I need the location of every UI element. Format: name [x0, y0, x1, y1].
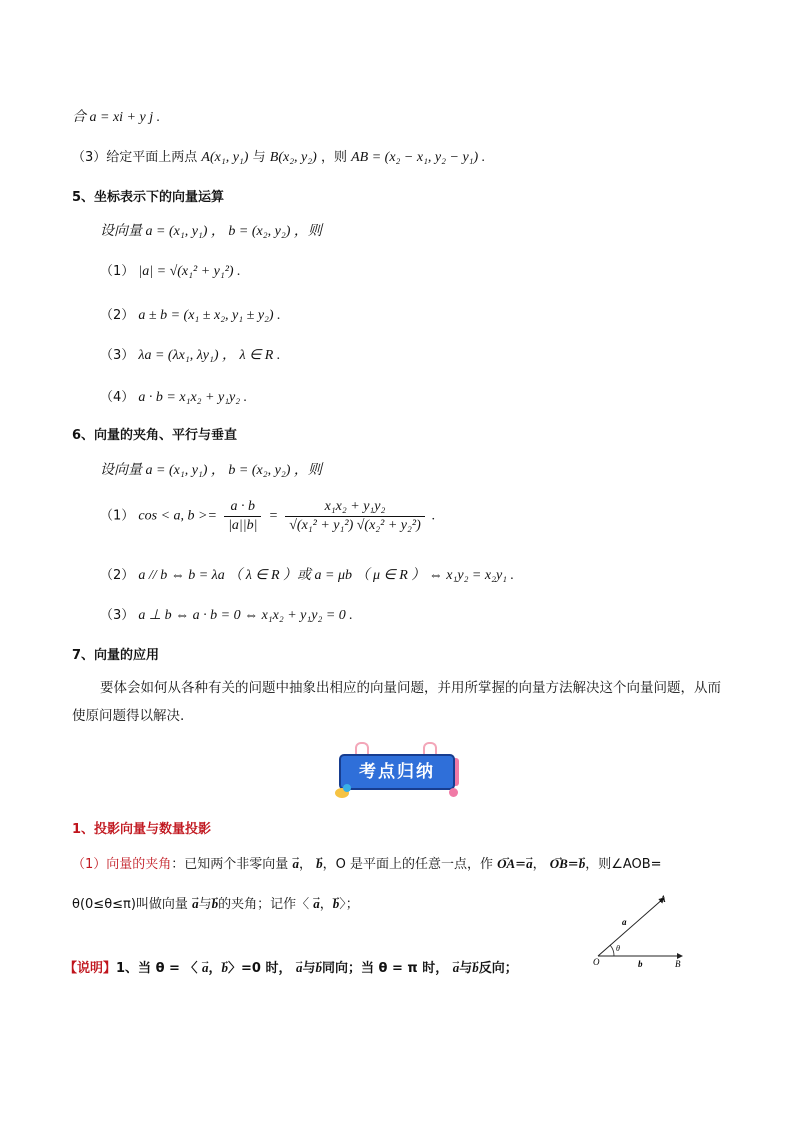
ray-oa: [598, 898, 664, 956]
vector-a: → a: [296, 960, 303, 975]
item-number: （1）: [100, 508, 135, 524]
vector-b: → b: [212, 896, 219, 911]
text: ，O 是平面上的任意一点，作: [322, 857, 493, 872]
item-5-4: [100, 388, 247, 408]
item-5-1: [100, 262, 241, 282]
label-a: a: [622, 917, 627, 927]
text: ，: [208, 961, 222, 976]
text: 与: [459, 961, 473, 976]
setup-5: 设向量 a = (x₁, y₁) ， b = (x₂, y₂) ，则: [100, 224, 322, 239]
section-title: 1、投影向量与数量投影: [72, 822, 212, 837]
item-number: （4）: [100, 390, 135, 405]
equals: =: [268, 508, 279, 524]
text: ，: [532, 857, 546, 872]
vector-ob: → OB: [550, 856, 568, 871]
text: θ(0≤θ≤π)叫做向量: [72, 897, 188, 912]
item-5-3: [100, 346, 280, 366]
cos-expression: cos < a, b >=: [138, 508, 217, 524]
text: 与: [252, 150, 266, 165]
heading-5: 5、坐标表示下的向量运算: [72, 190, 225, 205]
heading-6: 6、向量的夹角、平行与垂直: [72, 428, 238, 443]
formula-line-2: [72, 148, 485, 168]
text: 的夹角；记作〈: [218, 897, 310, 912]
item-6-1: [100, 498, 435, 535]
formula: a ± b = (x₁ ± x₂, y₁ ± y₂) .: [138, 308, 281, 323]
angle-diagram: [588, 890, 698, 970]
text: （3）给定平面上两点: [72, 150, 198, 165]
badge-decor-dot: [343, 784, 351, 792]
label-B: B: [675, 959, 681, 969]
setup-6: 设向量 a = (x₁, y₁) ， b = (x₂, y₂) ，则: [100, 463, 322, 478]
text: 与: [302, 961, 316, 976]
text: =: [515, 857, 527, 872]
vector-a: → a: [453, 960, 460, 975]
text: 反向；: [478, 961, 518, 976]
formula: a // b ⇔ b = λa （ λ ∈ R ）或 a = μb （ μ ∈ R ） ⇔ x₁y₂ = x₂y₁ .: [138, 568, 515, 583]
paragraph-7: 要体会如何从各种有关的问题中抽象出相应的向量问题，并用所掌握的向量方法解决这个向量问题，从而使原问题得以解决.: [72, 680, 721, 724]
text: 同向；当 θ = π 时，: [322, 961, 449, 976]
item-number: （3）: [100, 348, 135, 363]
formula: λa = (λx₁, λy₁) ， λ ∈ R .: [138, 348, 281, 363]
text: 1、当 θ = 〈: [116, 961, 198, 976]
vector-b: → b: [333, 896, 340, 911]
definition-label: （1）向量的夹角: [72, 857, 172, 872]
text: ，: [298, 857, 312, 872]
angle-arc: [610, 945, 614, 956]
vector-b: → b: [222, 960, 229, 975]
text: =: [567, 857, 579, 872]
fraction-1: [224, 498, 261, 535]
vector-a: → a: [313, 896, 320, 911]
item-5-2: [100, 306, 281, 326]
heading-7: 7、向量的应用: [72, 648, 160, 663]
item-number: （3）: [100, 608, 135, 623]
vector-ab-formula: AB = (x₂ − x₁, y₂ − y₁) .: [351, 150, 486, 165]
item-6-3: [100, 606, 353, 626]
vector-b: → b: [472, 960, 479, 975]
fraction-2: [285, 498, 425, 535]
period: .: [431, 508, 436, 524]
vector-a: → a: [526, 856, 533, 871]
badge-label: 考点归纳: [339, 754, 455, 790]
vector-a: → a: [192, 896, 199, 911]
numerator: x₁x₂ + y₁y₂: [285, 498, 425, 517]
text: ，则∠AOB=: [585, 857, 662, 872]
vector-b: → b: [316, 960, 323, 975]
label-A: A: [660, 894, 666, 904]
formula-line-1: 合 a = xi + y j .: [72, 110, 161, 125]
vector-b: → b: [316, 856, 323, 871]
item-number: （1）: [100, 264, 135, 279]
vector-a: → a: [202, 960, 209, 975]
vector-a: → a: [292, 856, 299, 871]
point-b: B(x₂, y₂): [269, 150, 317, 165]
denominator: √(x₁² + y₁²) √(x₂² + y₂²): [289, 518, 421, 533]
badge-decor-dot: [449, 788, 458, 797]
text: 〉=0 时，: [228, 961, 292, 976]
numerator: a · b: [224, 498, 261, 517]
formula: a · b = x₁x₂ + y₁y₂ .: [138, 390, 248, 405]
definition-line-2: [72, 892, 359, 917]
text: ：已知两个非零向量: [171, 857, 289, 872]
point-a: A(x₁, y₁): [201, 150, 249, 165]
formula: a ⊥ b ⇔ a · b = 0 ⇔ x₁x₂ + y₁y₂ = 0 .: [138, 608, 353, 623]
denominator: |a||b|: [228, 518, 258, 533]
text: ，: [319, 897, 333, 912]
item-number: （2）: [100, 308, 135, 323]
label-O: O: [593, 957, 600, 967]
label-theta: θ: [616, 944, 620, 953]
formula: |a| = √(x₁² + y₁²) .: [138, 264, 241, 279]
definition-line-1: [72, 852, 662, 877]
vector-b: → b: [579, 856, 586, 871]
text: 〉；: [339, 897, 359, 912]
text: 与: [198, 897, 212, 912]
vector-oa: → OA: [497, 856, 515, 871]
note-label: 【说明】: [64, 961, 117, 976]
item-number: （2）: [100, 568, 135, 583]
label-b: b: [638, 959, 643, 969]
badge-kaodian-guina: [333, 740, 463, 804]
item-6-2: [100, 566, 514, 586]
text: ，则: [320, 150, 347, 165]
note-line: [64, 956, 518, 981]
